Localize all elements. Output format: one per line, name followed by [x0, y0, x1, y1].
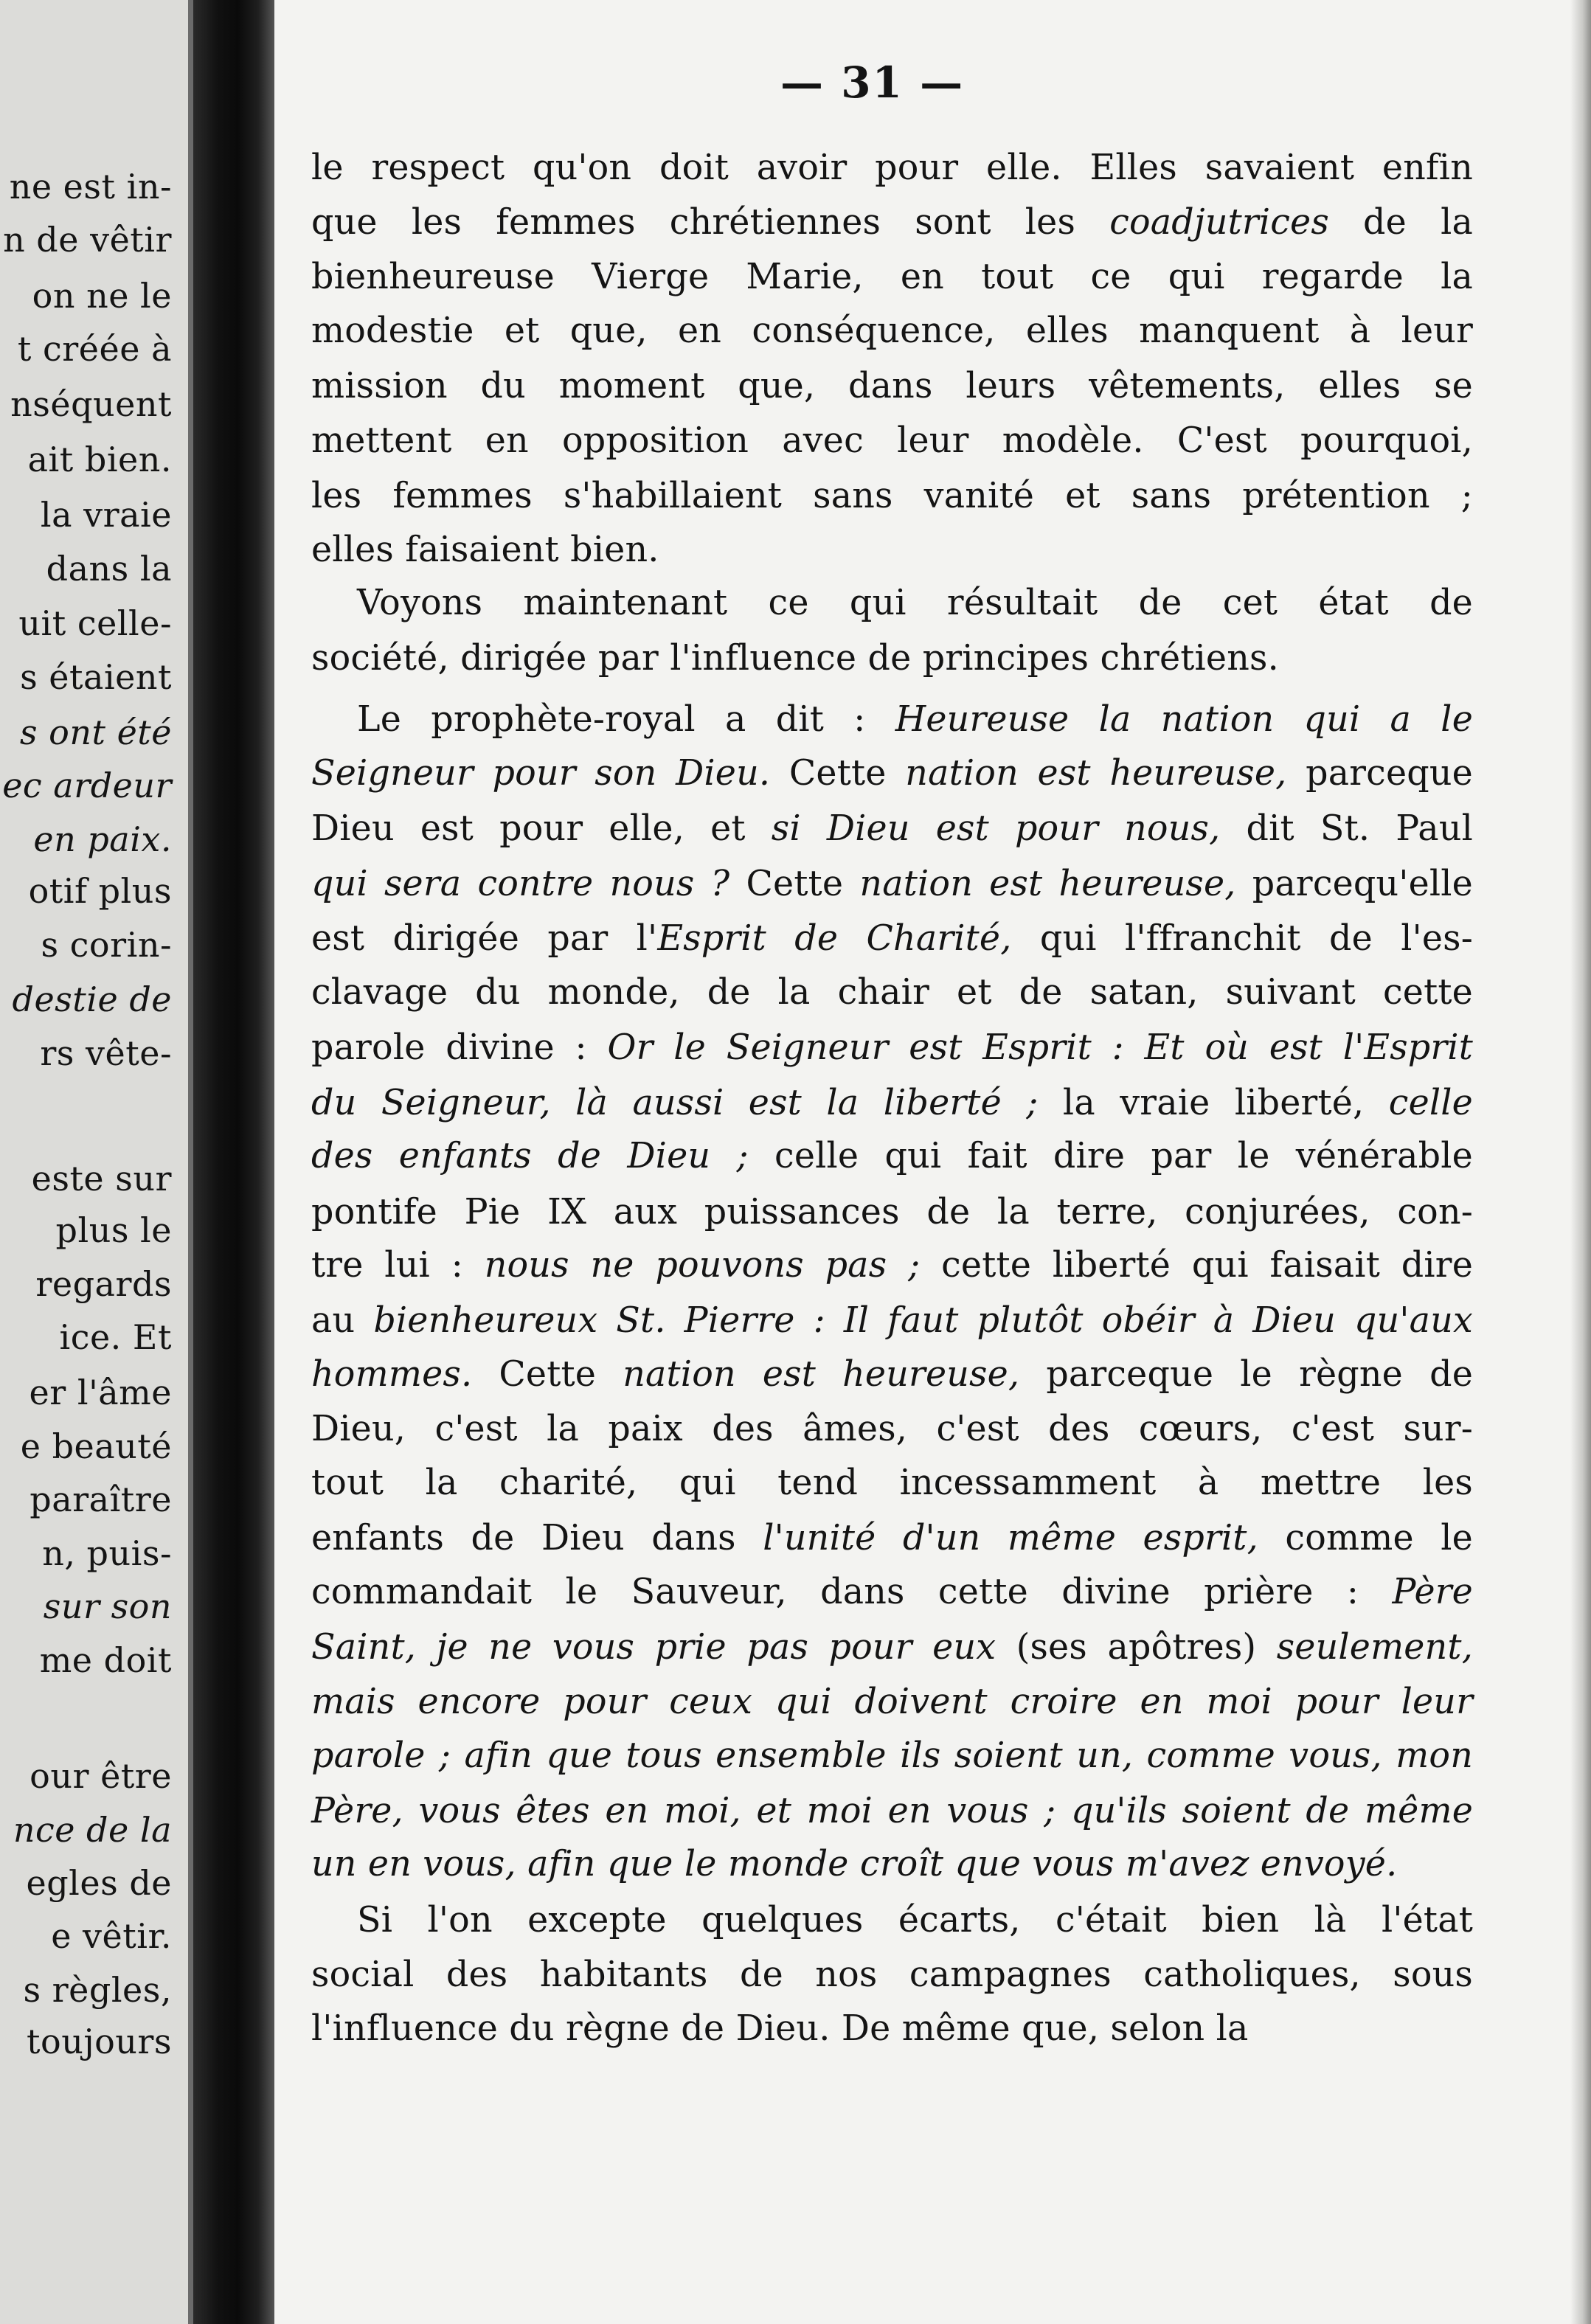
text-run: de la — [1328, 202, 1473, 243]
text-line — [311, 1245, 1473, 1286]
italic-text: des enfants de Dieu ; — [311, 1136, 749, 1176]
italic-text: Seigneur pour son Dieu. — [311, 753, 771, 794]
text-run: tre lui : — [311, 1245, 485, 1286]
italic-text: parole ; afin que tous ensemble ils soient un, comme vous, mon — [311, 1735, 1473, 1776]
text-run: mission du moment que, dans leurs vêtements, elles se — [311, 366, 1473, 406]
italic-text: du Seigneur, là aussi est la liberté ; — [311, 1083, 1039, 1123]
left-page-line: s ont été — [19, 712, 172, 752]
text-line — [311, 753, 1473, 794]
left-page-line: paraître — [30, 1480, 172, 1519]
text-run: enfants de Dieu dans — [311, 1518, 763, 1558]
left-page-line: ait bien. — [27, 440, 172, 479]
text-line — [311, 864, 1473, 904]
left-page-line: ice. Et — [59, 1317, 172, 1357]
text-line — [311, 1627, 1473, 1668]
italic-text: bienheureux St. Pierre : Il faut plutôt obéir à Dieu qu'aux — [373, 1300, 1473, 1341]
italic-text: nous ne pouvons pas ; — [484, 1245, 921, 1286]
text-run: dit St. Paul — [1220, 808, 1473, 849]
italic-text: l'unité d'un même esprit, — [763, 1518, 1258, 1558]
text-run: l'influence du règne de Dieu. De même que, selon la — [311, 2008, 1249, 2049]
text-line — [311, 257, 1473, 297]
text-run: la vraie liberté, — [1038, 1083, 1389, 1123]
left-page-line: este sur — [31, 1159, 172, 1199]
text-run: au — [311, 1300, 374, 1341]
text-run: que les femmes chrétiennes sont les — [311, 202, 1110, 243]
italic-text: hommes. — [311, 1354, 473, 1395]
left-page-line: our être — [30, 1756, 172, 1796]
text-line — [311, 1572, 1473, 1612]
page-number: — 31 — — [780, 58, 965, 108]
text-line — [311, 1844, 1473, 1884]
italic-text: Père, vous êtes en moi, et moi en vous ; qu'ils soient de même — [311, 1791, 1473, 1831]
left-page-line: nce de la — [13, 1810, 172, 1850]
text-run: clavage du monde, de la chair et de satan, suivant cette — [311, 972, 1473, 1013]
text-line — [311, 1192, 1473, 1232]
left-page-line: uit celle- — [18, 603, 172, 643]
text-line — [311, 1300, 1473, 1341]
italic-text: seulement, — [1276, 1627, 1473, 1668]
text-line — [311, 1354, 1473, 1395]
italic-text: nation est heureuse, — [905, 753, 1287, 794]
text-run: le respect qu'on doit avoir pour elle. Elles savaient enfin — [311, 148, 1473, 188]
left-page-line: otif plus — [28, 871, 172, 911]
text-run: (ses apôtres) — [996, 1627, 1277, 1668]
text-run: Le prophète-royal a dit : — [357, 699, 895, 740]
left-page-line: destie de — [12, 979, 172, 1019]
left-page-line: s corin- — [41, 925, 172, 965]
left-page-line: n, puis- — [42, 1533, 172, 1573]
italic-text: si Dieu est pour nous, — [771, 808, 1221, 849]
italic-text: un en vous, afin que le monde croît que vous m'avez envoyé. — [311, 1844, 1398, 1884]
text-run: parcequ'elle — [1235, 864, 1473, 904]
italic-text: Heureuse la nation qui a le — [895, 699, 1474, 740]
left-page-line: en paix. — [33, 819, 172, 859]
text-run: Si l'on excepte quelques écarts, c'était bien là l'état — [357, 1900, 1473, 1940]
italic-text: nation est heureuse, — [859, 864, 1236, 904]
text-line — [311, 1900, 1473, 1940]
left-page-line: s étaient — [20, 657, 172, 697]
text-line — [311, 202, 1473, 243]
text-run: Voyons maintenant ce qui résultait de cet état de — [357, 583, 1473, 623]
text-run: modestie et que, en conséquence, elles manquent à leur — [311, 311, 1473, 351]
text-run: est dirigée par l' — [311, 918, 658, 959]
left-page-line: t créée à — [17, 329, 172, 369]
italic-text: Or le Seigneur est Esprit : Et où est l'Esprit — [607, 1027, 1473, 1068]
text-line — [311, 1136, 1473, 1176]
left-page-line: on ne le — [32, 276, 172, 316]
left-page-line: er l'âme — [29, 1373, 172, 1412]
text-line — [311, 699, 1474, 740]
text-run: celle qui fait dire par le vénérable — [748, 1136, 1473, 1176]
text-run: qui l'ffranchit de l'es- — [1011, 918, 1473, 959]
italic-text: coadjutrices — [1109, 202, 1329, 243]
text-run: mettent en opposition avec leur modèle. C'est pourquoi, — [311, 420, 1473, 461]
left-page-line: nséquent — [10, 384, 172, 424]
text-line — [311, 583, 1473, 623]
text-run: société, dirigée par l'influence de principes chrétiens. — [311, 638, 1279, 679]
left-page-line: plus le — [55, 1210, 172, 1250]
text-line — [311, 366, 1473, 406]
text-run: Cette — [770, 753, 906, 794]
italic-text: qui sera contre nous ? — [311, 864, 730, 904]
text-line — [311, 1027, 1473, 1068]
text-line — [311, 476, 1473, 516]
text-line — [311, 2008, 1473, 2049]
text-run: comme le — [1258, 1518, 1473, 1558]
left-facing-page — [0, 0, 188, 2324]
left-page-line: dans la — [46, 549, 172, 589]
text-line — [311, 1954, 1473, 1995]
italic-text: Esprit de Charité, — [657, 918, 1012, 959]
left-page-line: regards — [35, 1264, 172, 1304]
text-run: tout la charité, qui tend incessamment à mettre les — [311, 1463, 1473, 1503]
text-line — [311, 1791, 1473, 1831]
left-page-line: egles de — [26, 1863, 172, 1903]
text-run: cette liberté qui faisait dire — [920, 1245, 1473, 1286]
italic-text: mais encore pour ceux qui doivent croire en moi pour leur — [311, 1682, 1473, 1722]
italic-text: celle — [1388, 1083, 1473, 1123]
left-page-line: s règles, — [23, 1970, 172, 2010]
text-run: parceque — [1286, 753, 1473, 794]
left-page-line: n de vêtir — [3, 220, 172, 260]
italic-text: nation est heureuse, — [623, 1354, 1020, 1395]
text-run: pontife Pie IX aux puissances de la terre, conjurées, con- — [311, 1192, 1473, 1232]
text-line — [311, 420, 1473, 461]
left-page-line: la vraie — [40, 495, 172, 535]
right-page-edge — [1570, 0, 1591, 2324]
text-run: bienheureuse Vierge Marie, en tout ce qui regarde la — [311, 257, 1473, 297]
text-line — [311, 808, 1473, 849]
text-line — [311, 150, 1473, 186]
text-run: parole divine : — [311, 1027, 608, 1068]
text-line — [311, 1682, 1473, 1722]
italic-text: Père — [1392, 1572, 1473, 1612]
left-page-line: ne est in- — [9, 167, 172, 207]
text-line — [311, 530, 1473, 570]
text-line — [311, 1465, 1473, 1501]
text-run: Dieu est pour elle, et — [311, 808, 772, 849]
text-run: social des habitants de nos campagnes catholiques, sous — [311, 1954, 1473, 1995]
left-page-line: rs vête- — [40, 1033, 172, 1073]
text-run: commandait le Sauveur, dans cette divine prière : — [311, 1572, 1393, 1612]
italic-text: Saint, je ne vous prie pas pour eux — [311, 1627, 996, 1668]
left-page-line: e beauté — [20, 1426, 172, 1466]
left-page-line: sur son — [43, 1586, 172, 1626]
binding-gutter — [193, 0, 274, 2324]
text-run: Cette — [472, 1354, 623, 1395]
text-run: les femmes s'habillaient sans vanité et sans prétention ; — [311, 476, 1473, 516]
text-line — [311, 638, 1473, 679]
text-run: Dieu, c'est la paix des âmes, c'est des cœurs, c'est sur- — [311, 1409, 1473, 1449]
text-run: parceque le règne de — [1019, 1354, 1473, 1395]
left-page-line: me doit — [39, 1640, 172, 1680]
text-line — [311, 1518, 1473, 1558]
left-page-line: e vêtir. — [51, 1916, 172, 1956]
text-run: Cette — [729, 864, 860, 904]
text-line — [311, 918, 1473, 959]
text-line — [311, 1083, 1473, 1123]
text-line — [311, 972, 1473, 1013]
left-page-line: toujours — [27, 2022, 172, 2061]
text-line — [311, 1735, 1473, 1776]
text-line — [311, 1409, 1473, 1449]
left-page-line: ec ardeur — [2, 766, 172, 805]
text-line — [311, 313, 1473, 349]
text-run: elles faisaient bien. — [311, 530, 659, 570]
